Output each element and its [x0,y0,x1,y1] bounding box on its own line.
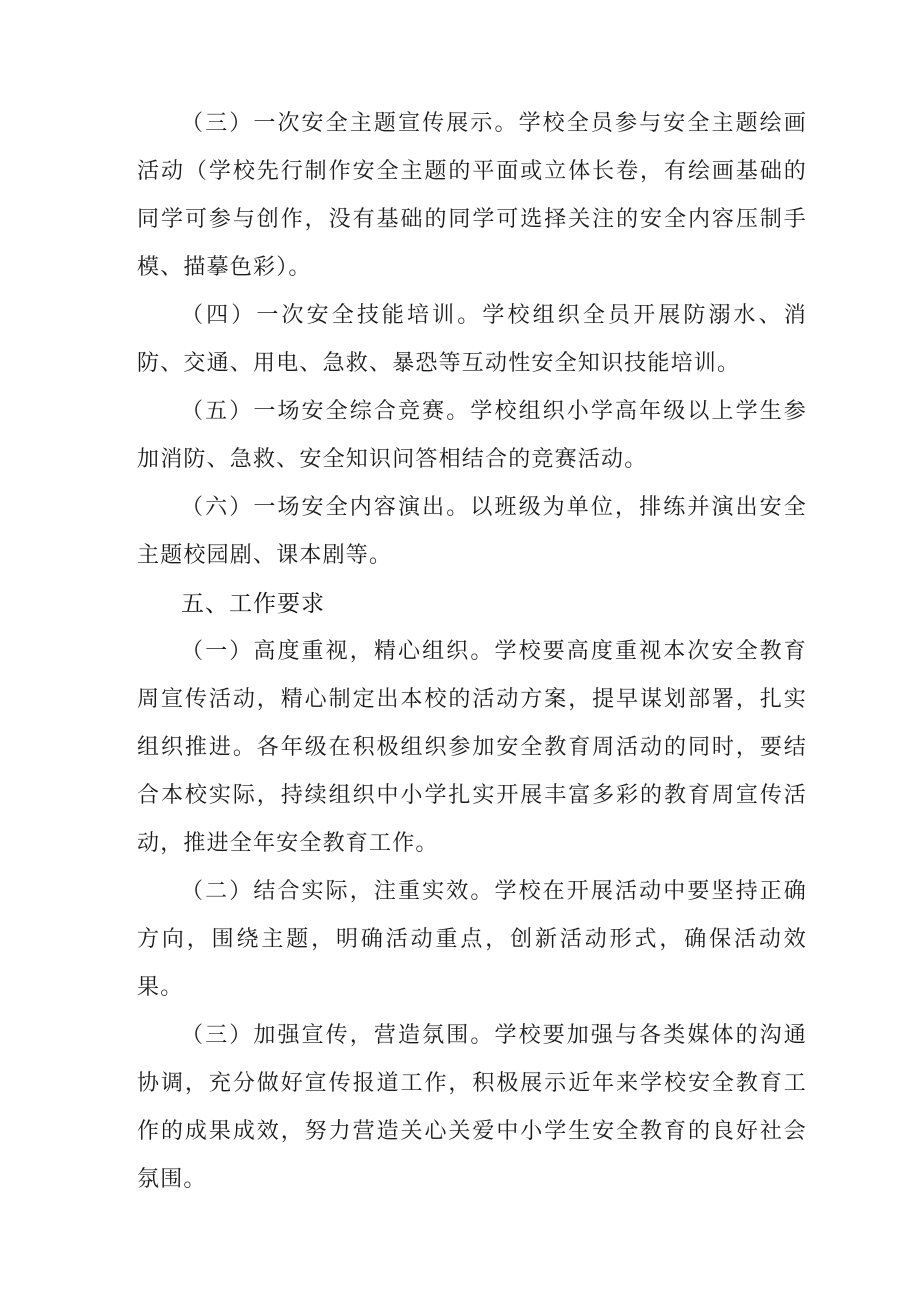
paragraph-requirement-1: （一）高度重视，精心组织。学校要高度重视本次安全教育周宣传活动，精心制定出本校的活动方案，提早谋划部署，扎实组织推进。各年级在积极组织参加安全教育周活动的同时，要结合本校实际，持续组织中小学扎实开展丰富多彩的教育周宣传活动，推进全年安全教育工作。 [137,639,807,856]
section-heading-work-requirements: 五、工作要求 [181,591,325,617]
paragraph-requirement-3: （三）加强宣传，营造氛围。学校要加强与各类媒体的沟通协调，充分做好宣传报道工作，积极展示近年来学校安全教育工作的成果成效，努力营造关心关爱中小学生安全教育的良好社会氛围。 [137,1023,807,1192]
paragraph-activity-4: （四）一次安全技能培训。学校组织全员开展防溺水、消防、交通、用电、急救、暴恐等互动性安全知识技能培训。 [137,303,807,376]
paragraph-activity-6: （六）一场安全内容演出。以班级为单位，排练并演出安全主题校园剧、课本剧等。 [137,495,807,568]
paragraph-activity-5: （五）一场安全综合竞赛。学校组织小学高年级以上学生参加消防、急救、安全知识问答相结合的竞赛活动。 [137,399,807,472]
document-body [137,100,807,1204]
paragraph-activity-3: （三）一次安全主题宣传展示。学校全员参与安全主题绘画活动（学校先行制作安全主题的平面或立体长卷，有绘画基础的同学可参与创作，没有基础的同学可选择关注的安全内容压制手模、描摹色彩）。 [137,111,807,280]
paragraph-requirement-2: （二）结合实际，注重实效。学校在开展活动中要坚持正确方向，围绕主题，明确活动重点，创新活动形式，确保活动效果。 [137,879,807,1000]
